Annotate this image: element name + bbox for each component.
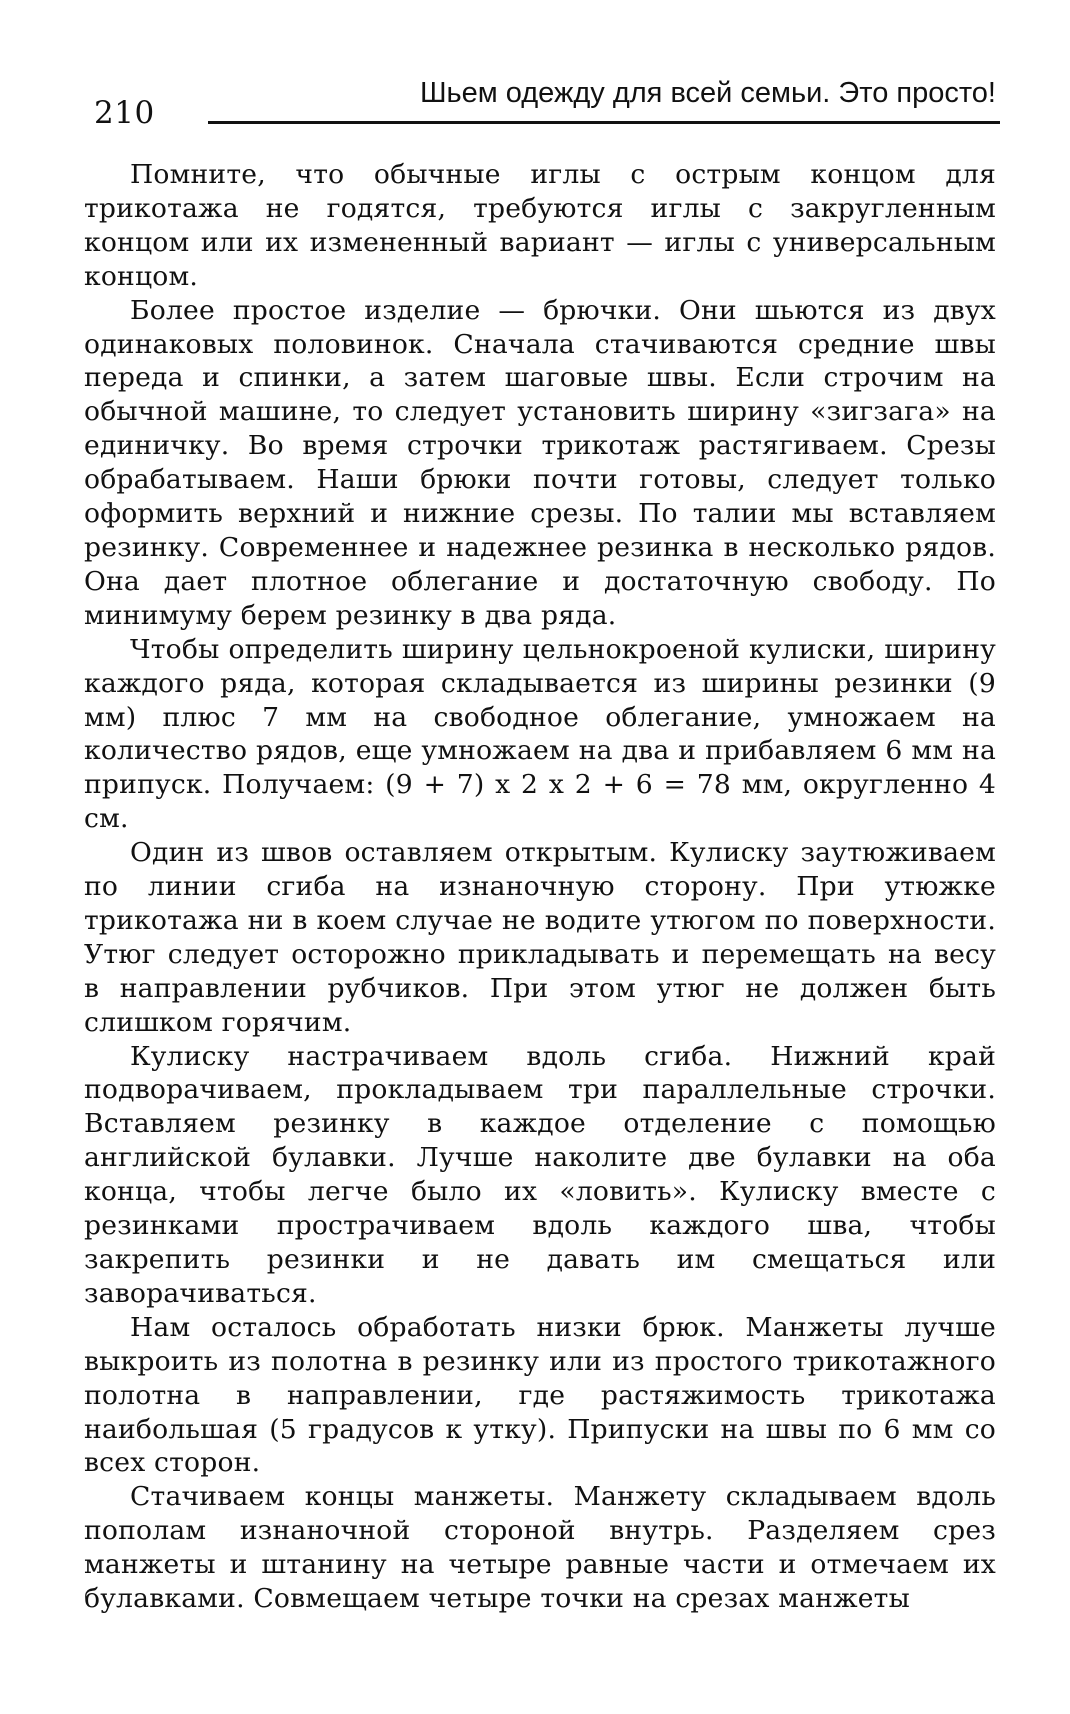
paragraph: Один из швов оставляем открытым. Кулиску заутюживаем по линии сгиба на изнаночную сторону. При утюжке трикотажа ни в коем случае не водите утюгом по поверхности. Утюг следует осторожно прикладывать и перемещать на весу в направлении рубчиков. При этом утюг не должен быть слишком горячим. bbox=[84, 837, 996, 1038]
page-header bbox=[82, 76, 1000, 131]
paragraph: Кулиску настрачиваем вдоль сгиба. Нижний край подворачиваем, прокладываем три параллельные строчки. Вставляем резинку в каждое отделение с помощью английской булавки. Лучше наколите две булавки на оба конца, чтобы легче было их «ловить». Кулиску вместе с резинками прострачиваем вдоль каждого шва, чтобы закрепить резинки и не давать им смещаться или заворачиваться. bbox=[84, 1040, 996, 1309]
running-title: Шьем одежду для всей семьи. Это просто! bbox=[419, 77, 996, 109]
paragraph: Чтобы определить ширину цельнокроеной кулиски, ширину каждого ряда, которая складывается из ширины резинки (9 мм) плюс 7 мм на свободное облегание, умножаем на количество рядов, еще умножаем на два и прибавляем 6 мм на припуск. Получаем: (9 + 7) х 2 х 2 + 6 = 78 мм, округленно 4 см. bbox=[84, 633, 996, 835]
paragraph: Помните, что обычные иглы с острым концом для трикотажа не годятся, требуются иглы с закругленным концом или их измененный вариант — иглы с универсальным концом. bbox=[84, 159, 996, 292]
paragraph: Более простое изделие — брючки. Они шьются из двух одинаковых половинок. Сначала стачиваются средние швы переда и спинки, а затем шаговые швы. Если строчим на обычной машине, то следует установить ширину «зигзага» на единичку. Во время строчки трикотаж растягиваем. Срезы обрабатываем. Наши брюки почти готовы, следует только оформить верхний и нижние срезы. По талии мы вставляем резинку. Современнее и надежнее резинка в несколько рядов. Она дает плотное облегание и достаточную свободу. По минимуму берем резинку в два ряда. bbox=[84, 294, 996, 631]
page-number: 210 bbox=[94, 95, 155, 131]
paragraph: Нам осталось обработать низки брюк. Манжеты лучше выкроить из полотна в резинку или из простого трикотажного полотна в направлении, где растяжимость трикотажа наибольшая (5 градусов к утку). Припуски на швы по 6 мм со всех сторон. bbox=[84, 1311, 996, 1479]
header-rule bbox=[208, 121, 1000, 124]
body-text bbox=[84, 158, 996, 1616]
paragraph: Стачиваем концы манжеты. Манжету складываем вдоль пополам изнаночной стороной внутрь. Разделяем срез манжеты и штанину на четыре равные части и отмечаем их булавками. Совмещаем четыре точки на срезах манжеты bbox=[84, 1481, 996, 1615]
